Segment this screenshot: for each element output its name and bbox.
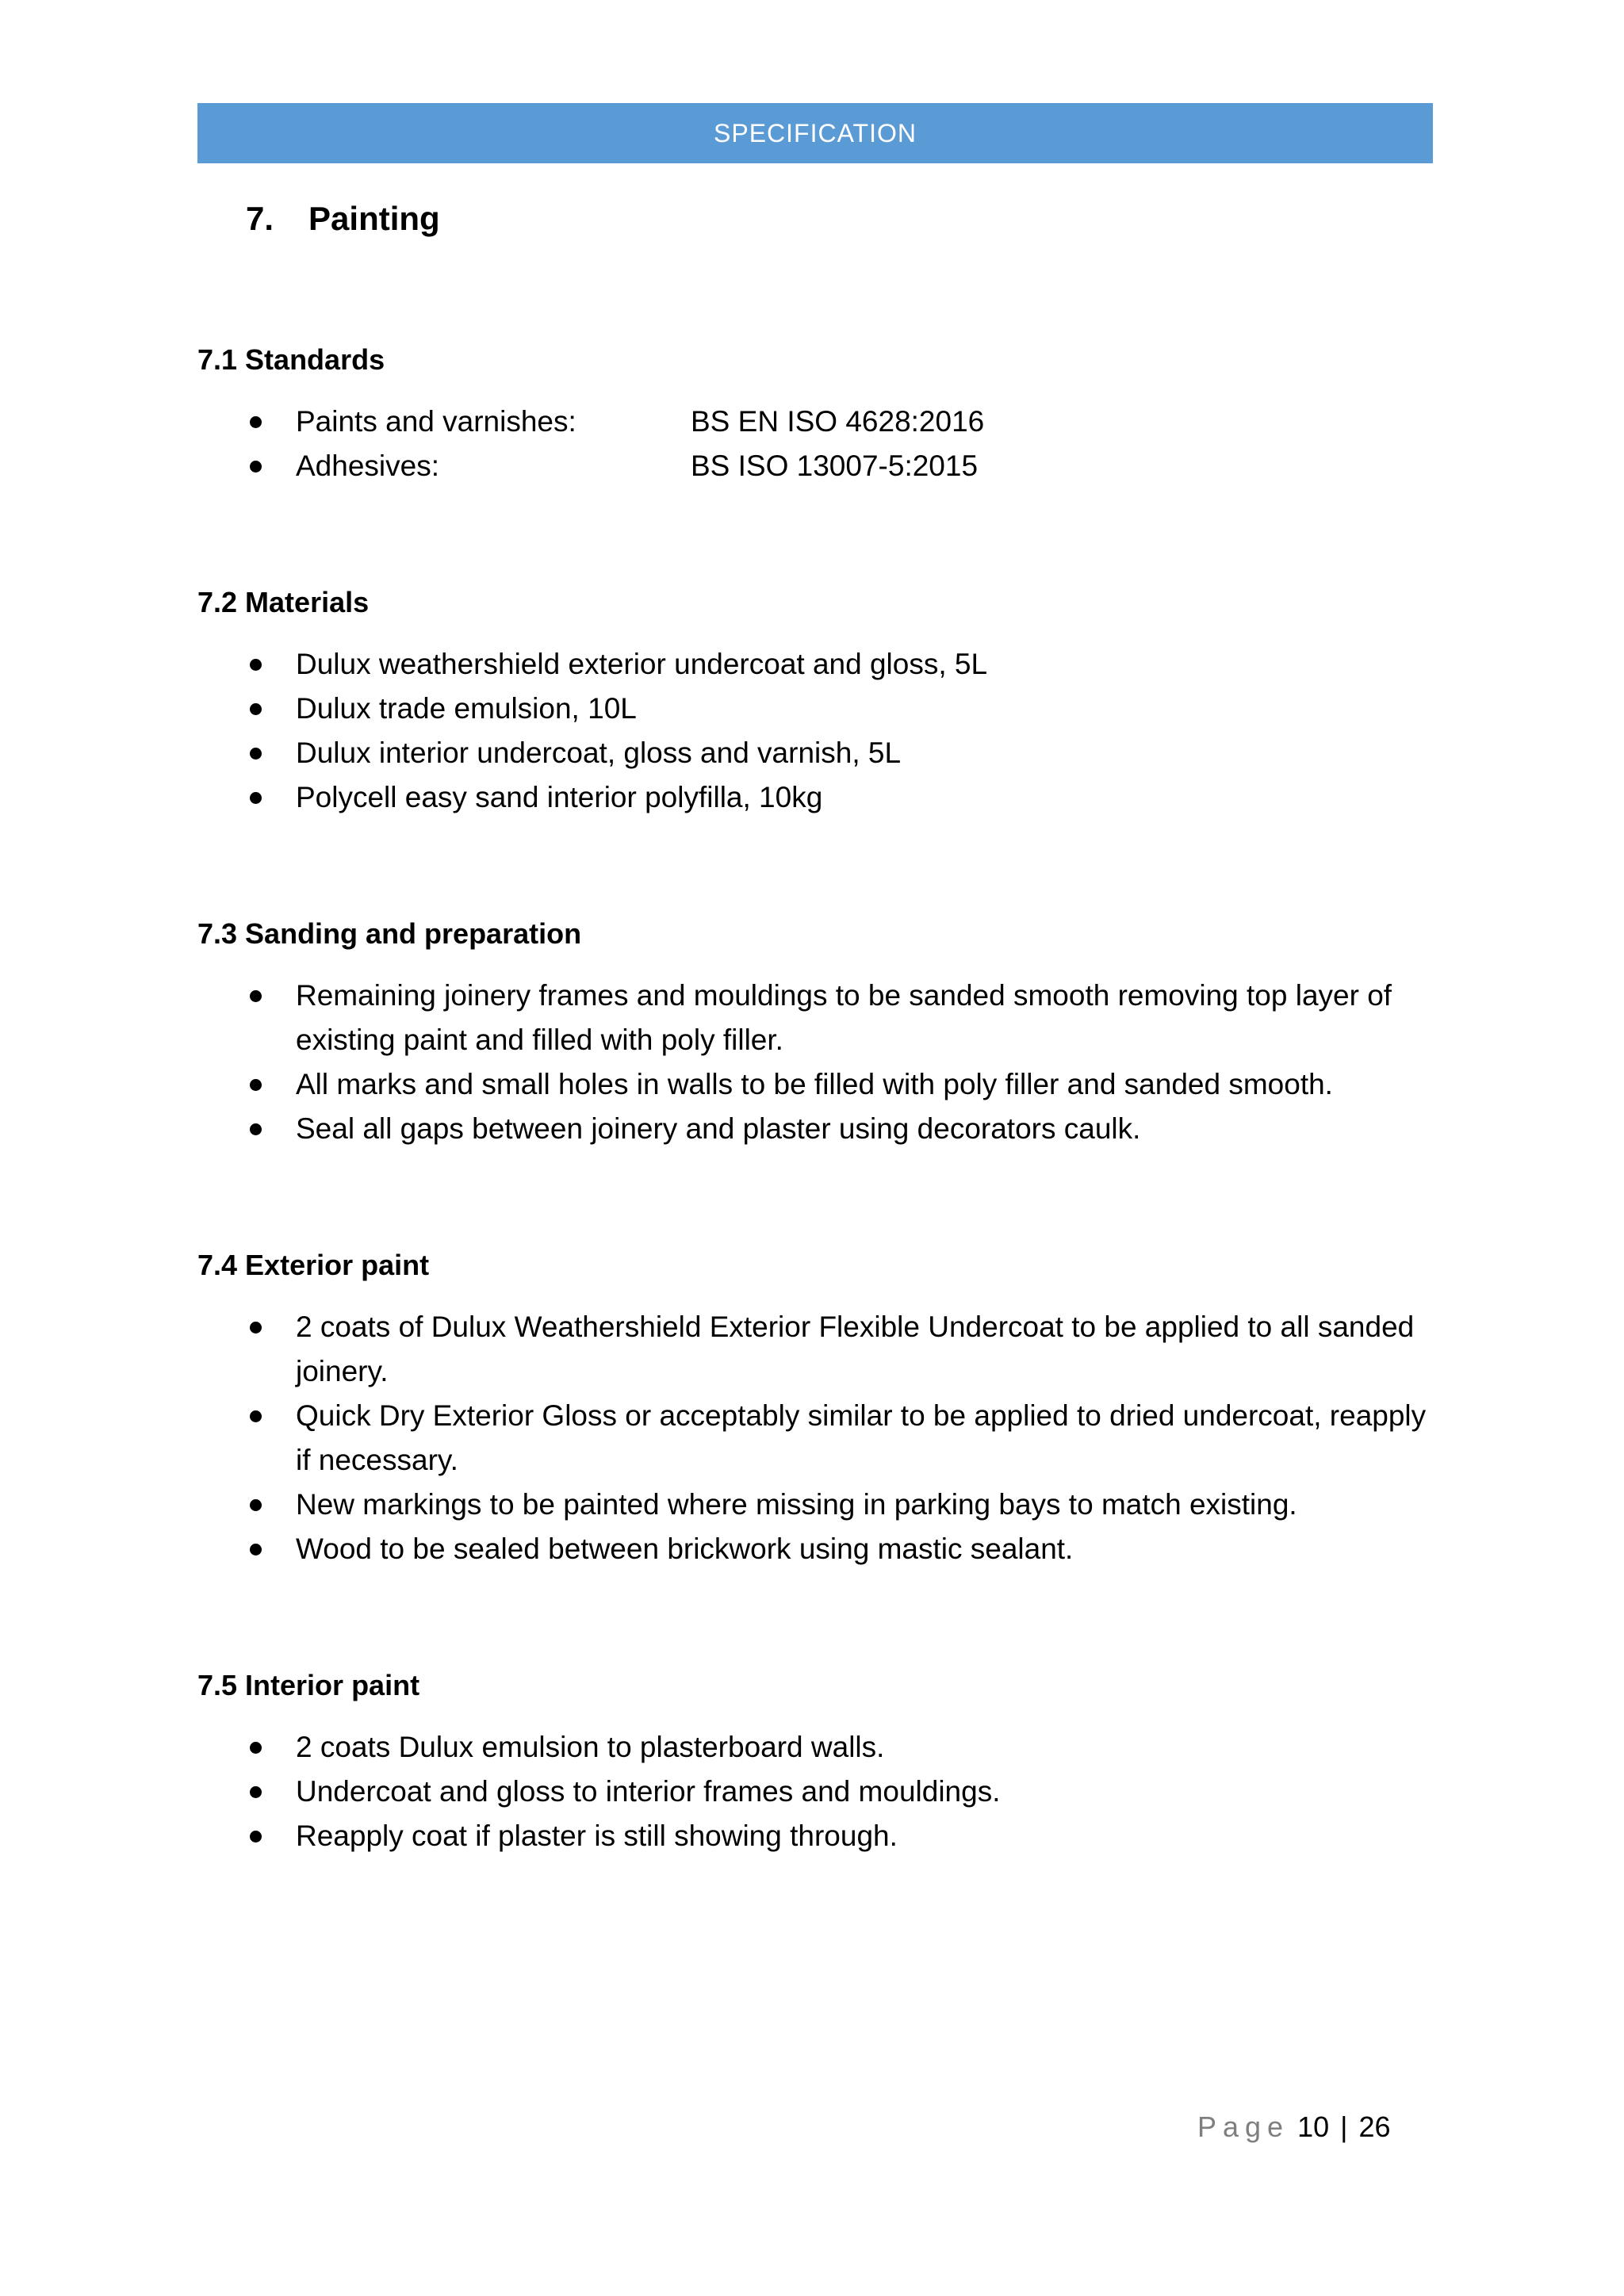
list-item-text: New markings to be painted where missing in parking bays to match existing. — [296, 1488, 1297, 1521]
bullet-icon — [250, 990, 262, 1002]
bullet-icon — [250, 461, 262, 473]
bullet-icon — [250, 659, 262, 671]
list-item — [197, 1107, 1434, 1151]
list-item-text: Undercoat and gloss to interior frames and mouldings. — [296, 1775, 1001, 1808]
bullet-icon — [250, 416, 262, 428]
page-current: 10 — [1297, 2110, 1330, 2143]
page-total: 26 — [1358, 2110, 1391, 2143]
list-item-text: Dulux weathershield exterior undercoat and gloss, 5L — [296, 648, 988, 680]
list-item — [197, 974, 1434, 1062]
header-title: SPECIFICATION — [714, 118, 917, 147]
list-item — [197, 1814, 1434, 1858]
section-heading: 7.5 Interior paint — [197, 1669, 420, 1701]
list-item — [197, 775, 1434, 820]
standard-value: BS EN ISO 4628:2016 — [691, 405, 985, 438]
interior-list — [197, 1725, 1434, 1858]
bullet-icon — [250, 1322, 262, 1334]
list-item — [197, 1527, 1434, 1571]
section-heading: 7.1 Standards — [197, 343, 385, 376]
list-item-text: Remaining joinery frames and mouldings to be sanded smooth removing top layer of existing paint and filled with poly filler. — [296, 979, 1392, 1056]
chapter-name: Painting — [308, 200, 440, 237]
list-item-text: Dulux trade emulsion, 10L — [296, 692, 637, 725]
chapter-title — [246, 200, 440, 238]
list-item — [197, 642, 1434, 687]
section-sanding — [197, 915, 1434, 1151]
standards-list — [197, 400, 1434, 488]
page-footer — [1197, 2110, 1391, 2144]
bullet-icon — [250, 748, 262, 760]
standard-label: Adhesives: — [296, 450, 439, 482]
bullet-icon — [250, 703, 262, 715]
sanding-list — [197, 974, 1434, 1151]
section-materials — [197, 584, 1434, 820]
list-item-text: Reapply coat if plaster is still showing through. — [296, 1820, 898, 1852]
section-interior — [197, 1667, 1434, 1858]
list-item — [197, 1770, 1434, 1814]
section-heading: 7.3 Sanding and preparation — [197, 917, 582, 950]
bullet-icon — [250, 1742, 262, 1754]
list-item-text: 2 coats Dulux emulsion to plasterboard walls. — [296, 1731, 885, 1763]
bullet-icon — [250, 1786, 262, 1798]
bullet-icon — [250, 1499, 262, 1511]
section-heading: 7.2 Materials — [197, 586, 370, 618]
standard-label: Paints and varnishes: — [296, 405, 576, 438]
list-item — [197, 400, 1434, 444]
section-standards — [197, 341, 1434, 488]
exterior-list — [197, 1305, 1434, 1571]
list-item — [197, 1062, 1434, 1107]
list-item-text: Polycell easy sand interior polyfilla, 10kg — [296, 781, 823, 813]
bullet-icon — [250, 792, 262, 804]
bullet-icon — [250, 1410, 262, 1422]
bullet-icon — [250, 1831, 262, 1843]
page-word: Page — [1197, 2110, 1290, 2143]
header-band — [197, 103, 1433, 163]
section-exterior — [197, 1246, 1434, 1571]
bullet-icon — [250, 1544, 262, 1556]
list-item-text: Seal all gaps between joinery and plaster using decorators caulk. — [296, 1112, 1141, 1145]
list-item-text: Dulux interior undercoat, gloss and varnish, 5L — [296, 737, 902, 769]
list-item — [197, 687, 1434, 731]
list-item — [197, 731, 1434, 775]
list-item-text: Quick Dry Exterior Gloss or acceptably similar to be applied to dried undercoat, reapply if necessary. — [296, 1399, 1427, 1476]
list-item — [197, 444, 1434, 488]
section-heading: 7.4 Exterior paint — [197, 1249, 430, 1281]
chapter-number: 7. — [246, 200, 274, 237]
list-item — [197, 1394, 1434, 1483]
bullet-icon — [250, 1123, 262, 1135]
list-item-text: All marks and small holes in walls to be filled with poly filler and sanded smooth. — [296, 1068, 1333, 1100]
list-item-text: Wood to be sealed between brickwork using mastic sealant. — [296, 1533, 1074, 1565]
list-item — [197, 1305, 1434, 1394]
materials-list — [197, 642, 1434, 820]
standard-value: BS ISO 13007-5:2015 — [691, 450, 979, 482]
list-item — [197, 1725, 1434, 1770]
bullet-icon — [250, 1079, 262, 1091]
list-item — [197, 1483, 1434, 1527]
list-item-text: 2 coats of Dulux Weathershield Exterior Flexible Undercoat to be applied to all sanded joinery. — [296, 1311, 1415, 1387]
page-separator: | — [1340, 2110, 1348, 2143]
